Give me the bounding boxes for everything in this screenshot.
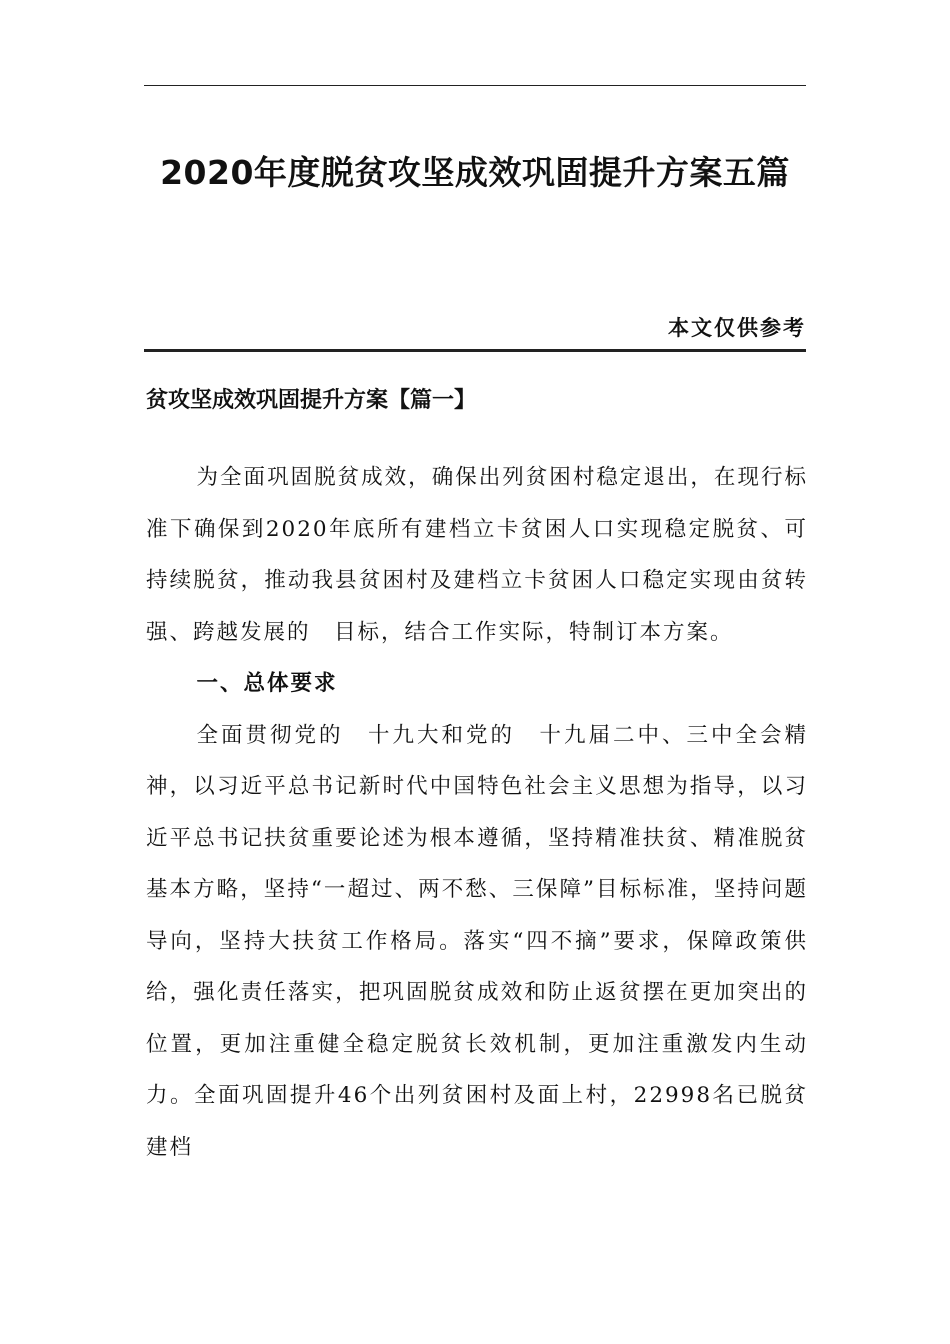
top-rule: [144, 85, 806, 86]
document-title: 2020年度脱贫攻坚成效巩固提升方案五篇: [160, 153, 790, 192]
body-paragraph: 全面贯彻党的 十九大和党的 十九届二中、三中全会精神，以习近平总书记新时代中国特色社会主义思想为指导，以习近平总书记扶贫重要论述为根本遵循，坚持精准扶贫、精准脱贫基本方略，坚持“一超过、两不愁、三保障”目标标准，坚持问题导向，坚持大扶贫工作格局。落实“四不摘”要求，保障政策供给，强化责任落实，把巩固脱贫成效和防止返贫摆在更加突出的 位置，更加注重健全稳定脱贫长效机制，更加注重激发内生动力。全面巩固提升46个出列贫困村及面上村，22998名已脱贫建档: [146, 722, 832, 1160]
section-title: 贫攻坚成效巩固提升方案【篇一】: [146, 388, 477, 413]
header-divider: [144, 349, 806, 352]
reference-note: 本文仅供参考: [668, 316, 806, 340]
document-body: [146, 452, 832, 1173]
heading-general-requirements: 一、总体要求: [196, 671, 338, 696]
intro-paragraph: 为全面巩固脱贫成效，确保出列贫困村稳定退出，在现行标准下确保到2020年底所有建档立卡贫困人口实现稳定脱贫、可持续脱贫，推动我县贫困村及建档立卡贫困人口稳定实现由贫转强、跨越发展的 目标，结合工作实际，特制订本方案。: [146, 465, 808, 645]
